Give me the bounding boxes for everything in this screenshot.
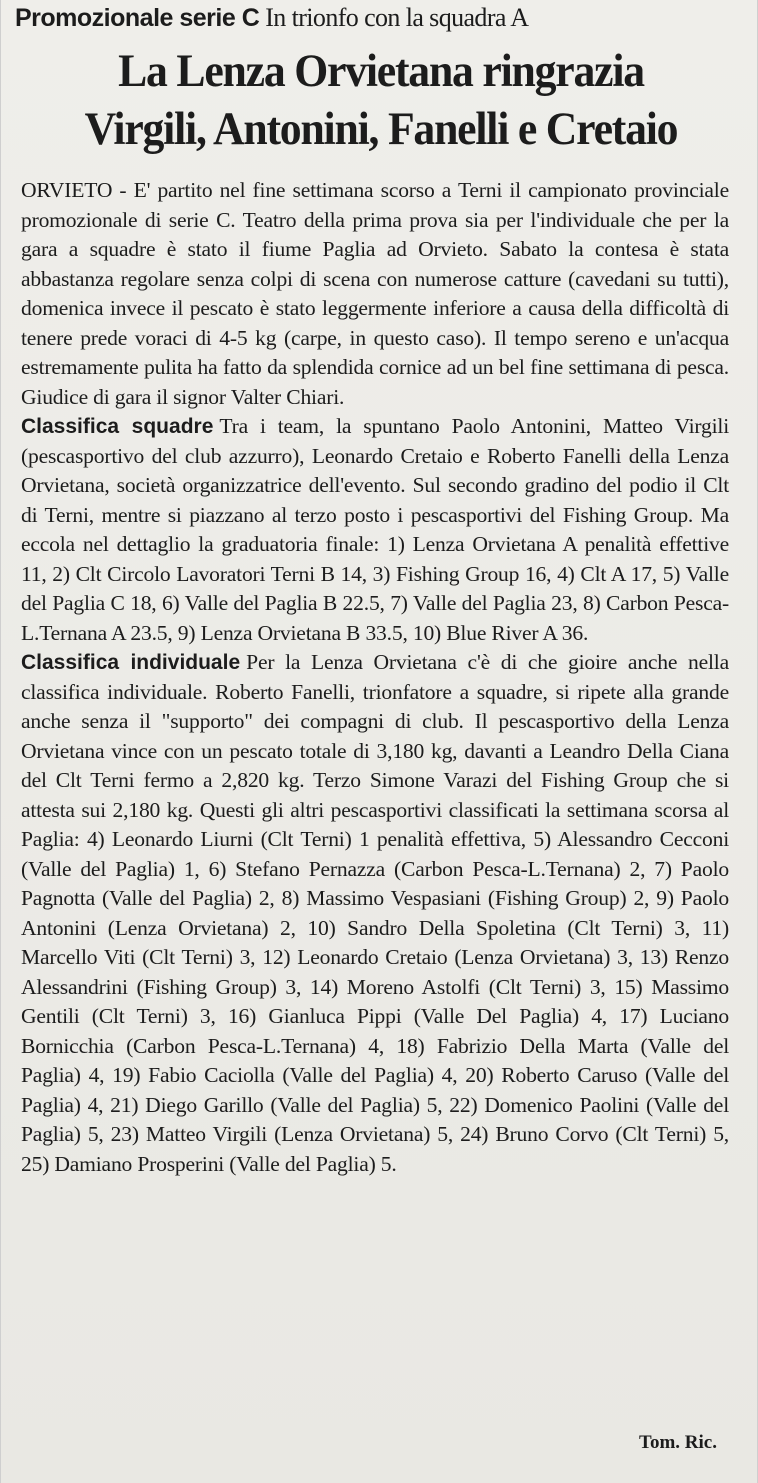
text-classifica-individuale: Per la Lenza Orvietana c'è di che gioire anche nella classifica individuale. Roberto Fanelli, trionfatore a squadre, si ripete alla grande anche senza il "supporto" dei compagni di club. Il pescasportivo della Lenza Orvietana vince con un pescato totale di 3,180 kg, davanti a Leandro Della Ciana del Clt Terni fermo a 2,820 kg. Terzo Simone Varazi del Fishing Group che si attesta sui 2,180 kg. Questi gli altri pescasportivi classificati la settimana scorsa al Paglia: 4) Leonardo Liurni (Clt Terni) 1 penalità effettiva, 5) Alessandro Cecconi (Valle del Paglia) 1, 6) Stefano Pernazza (Carbon Pesca-L.Ternana) 2, 7) Paolo Pagnotta (Valle del Paglia) 2, 8) Massimo Vespasiani (Fishing Group) 2, 9) Paolo Antonini (Lenza Orvietana) 2, 10) Sandro Della Spoletina (Clt Terni) 3, 11) Marcello Viti (Clt Terni) 3, 12) Leonardo Cretaio (Lenza Orvietana) 3, 13) Renzo Alessandrini (Fishing Group) 3, 14) Moreno Astolfi (Clt Terni) 3, 15) Massimo Gentili (Clt Terni) 3, 16) Gianluca Pippi (Valle Del Paglia) 4, 17) Luciano Bornicchia (Carbon Pesca-L.Ternana) 4, 18) Fabrizio Della Marta (Valle del Paglia) 4, 19) Fabio Caciolla (Valle del Paglia) 4, 20) Roberto Caruso (Valle del Paglia) 4, 21) Diego Garillo (Valle del Paglia) 5, 22) Domenico Paolini (Valle del Paglia) 5, 23) Matteo Virgili (Lenza Orvietana) 5, 24) Bruno Corvo (Clt Terni) 5, 25) Damiano Prosperini (Valle del Paglia) 5. xyxy=(21,650,729,1176)
subheading-classifica-squadre: Classifica squadre xyxy=(21,415,214,438)
section-label: Promozionale serie C xyxy=(15,4,260,32)
intro-paragraph: ORVIETO - E' partito nel fine settimana scorso a Terni il campionato provinciale promozionale di serie C. Teatro della prima prova sia per l'individuale che per la gara a squadre è stato il fiume Paglia ad Orvieto. Sabato la contesa è stata abbastanza regolare senza colpi di scena con numerose catture (cavedani su tutti), domenica invece il pescato è stato leggermente inferiore a causa della difficoltà di tenere prede voraci di 4-5 kg (carpe, in questo caso). Il tempo sereno e un'acqua estremamente pulita ha fatto da splendida cornice ad un bel fine settimana di pesca. Giudice di gara il signor Valter Chiari. xyxy=(21,178,729,409)
paragraph-classifica-individuale xyxy=(21,648,729,1179)
author-signature: Tom. Ric. xyxy=(639,1432,717,1453)
paragraph-classifica-squadre xyxy=(21,412,729,648)
kicker xyxy=(15,0,755,36)
text-classifica-squadre: Tra i team, la spuntano Paolo Antonini, Matteo Virgili (pescasportivo del club azzurro), Leonardo Cretaio e Roberto Fanelli della Lenza Orvietana, società organizzatrice dell'evento. Sul secondo gradino del podio il Clt di Terni, mentre si piazzano al terzo posto i pescasportivi del Fishing Group. Ma eccola nel dettaglio la graduatoria finale: 1) Lenza Orvietana A penalità effettive 11, 2) Clt Circolo Lavoratori Terni B 14, 3) Fishing Group 16, 4) Clt A 17, 5) Valle del Paglia C 18, 6) Valle del Paglia B 22.5, 7) Valle del Paglia 23, 8) Carbon Pesca-L.Ternana A 23.5, 9) Lenza Orvietana B 33.5, 10) Blue River A 36. xyxy=(21,414,729,645)
article-body xyxy=(21,176,729,1179)
subheading-classifica-individuale: Classifica individuale xyxy=(21,651,241,674)
kicker-subtitle: In trionfo con la squadra A xyxy=(265,3,529,32)
headline-line-2: Virgili, Antonini, Fanelli e Cretaio xyxy=(84,103,678,155)
headline-line-1: La Lenza Orvietana ringrazia xyxy=(118,45,644,97)
